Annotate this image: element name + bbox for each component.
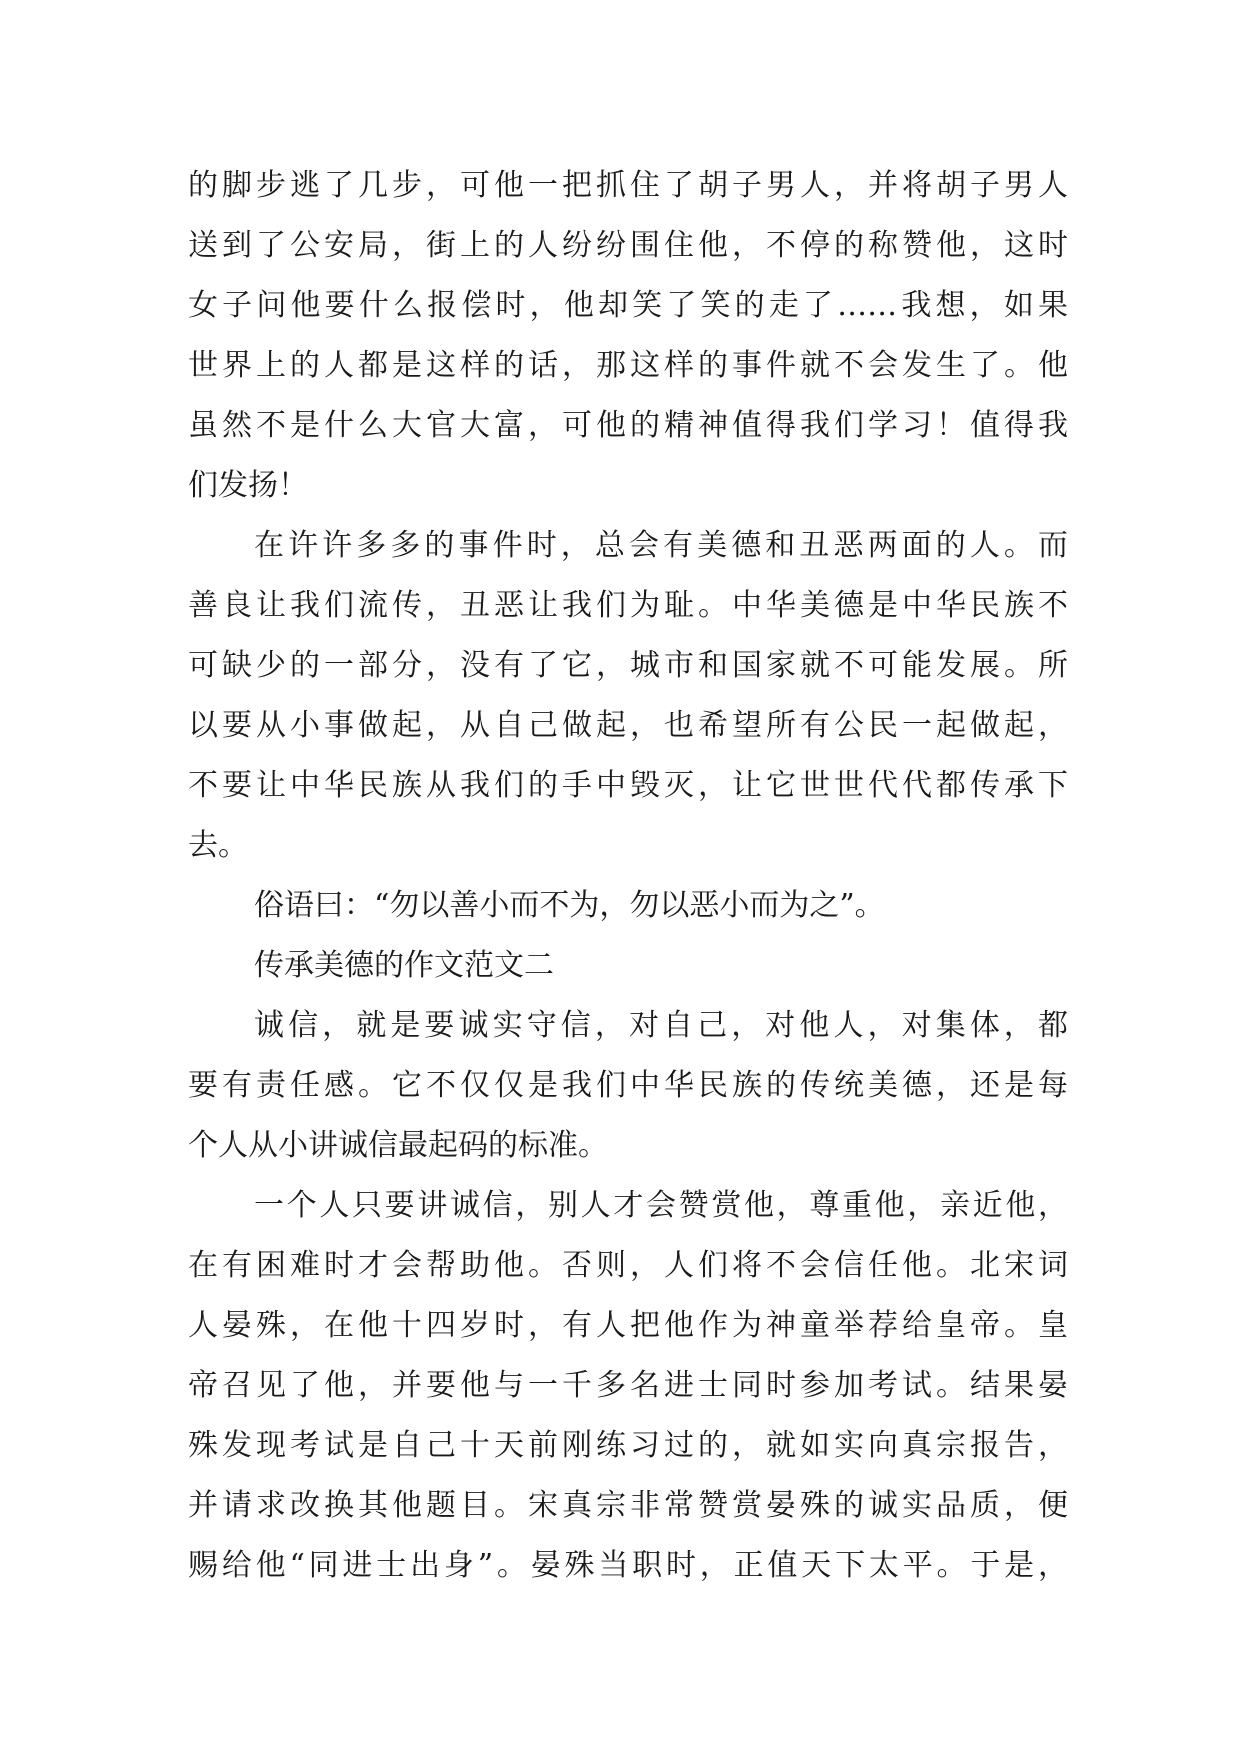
text-line: 可缺少的一部分，没有了它，城市和国家就不可能发展。所 <box>188 648 1068 683</box>
text-line: 虽然不是什么大官大富，可他的精神值得我们学习！值得我 <box>188 408 1068 443</box>
text-line: 送到了公安局，街上的人纷纷围住他，不停的称赞他，这时 <box>188 228 1068 263</box>
document-body <box>188 156 1068 1596</box>
text-line: 们发扬！ <box>188 468 308 503</box>
text-line: 的脚步逃了几步，可他一把抓住了胡子男人，并将胡子男人 <box>188 168 1068 203</box>
text-line: 不要让中华民族从我们的手中毁灭，让它世世代代都传承下 <box>188 768 1068 803</box>
text-line: 帝召见了他，并要他与一千多名进士同时参加考试。结果晏 <box>188 1368 1068 1403</box>
text-line: 女子问他要什么报偿时，他却笑了笑的走了……我想，如果 <box>188 288 1068 323</box>
text-line: 以要从小事做起，从自己做起，也希望所有公民一起做起， <box>188 708 1068 743</box>
text-line: 在有困难时才会帮助他。否则，人们将不会信任他。北宋词 <box>188 1248 1068 1283</box>
text-line: 一个人只要讲诚信，别人才会赞赏他，尊重他，亲近他， <box>254 1188 1068 1223</box>
text-line: 人晏殊，在他十四岁时，有人把他作为神童举荐给皇帝。皇 <box>188 1308 1068 1343</box>
text-line: 赐给他“同进士出身”。晏殊当职时，正值天下太平。于是， <box>188 1548 1068 1583</box>
text-line: 要有责任感。它不仅仅是我们中华民族的传统美德，还是每 <box>188 1068 1068 1103</box>
text-line: 在许许多多的事件时，总会有美德和丑恶两面的人。而 <box>254 528 1068 563</box>
text-line: 个人从小讲诚信最起码的标准。 <box>188 1128 608 1163</box>
text-line: 俗语曰：“勿以善小而不为，勿以恶小而为之”。 <box>254 888 885 923</box>
text-line: 殊发现考试是自己十天前刚练习过的，就如实向真宗报告， <box>188 1428 1068 1463</box>
text-line: 世界上的人都是这样的话，那这样的事件就不会发生了。他 <box>188 348 1068 383</box>
section-heading: 传承美德的作文范文二 <box>254 948 554 983</box>
text-line: 诚信，就是要诚实守信，对自己，对他人，对集体，都 <box>254 1008 1068 1043</box>
text-line: 并请求改换其他题目。宋真宗非常赞赏晏殊的诚实品质，便 <box>188 1488 1068 1523</box>
text-line: 去。 <box>188 828 248 863</box>
text-line: 善良让我们流传，丑恶让我们为耻。中华美德是中华民族不 <box>188 588 1068 623</box>
